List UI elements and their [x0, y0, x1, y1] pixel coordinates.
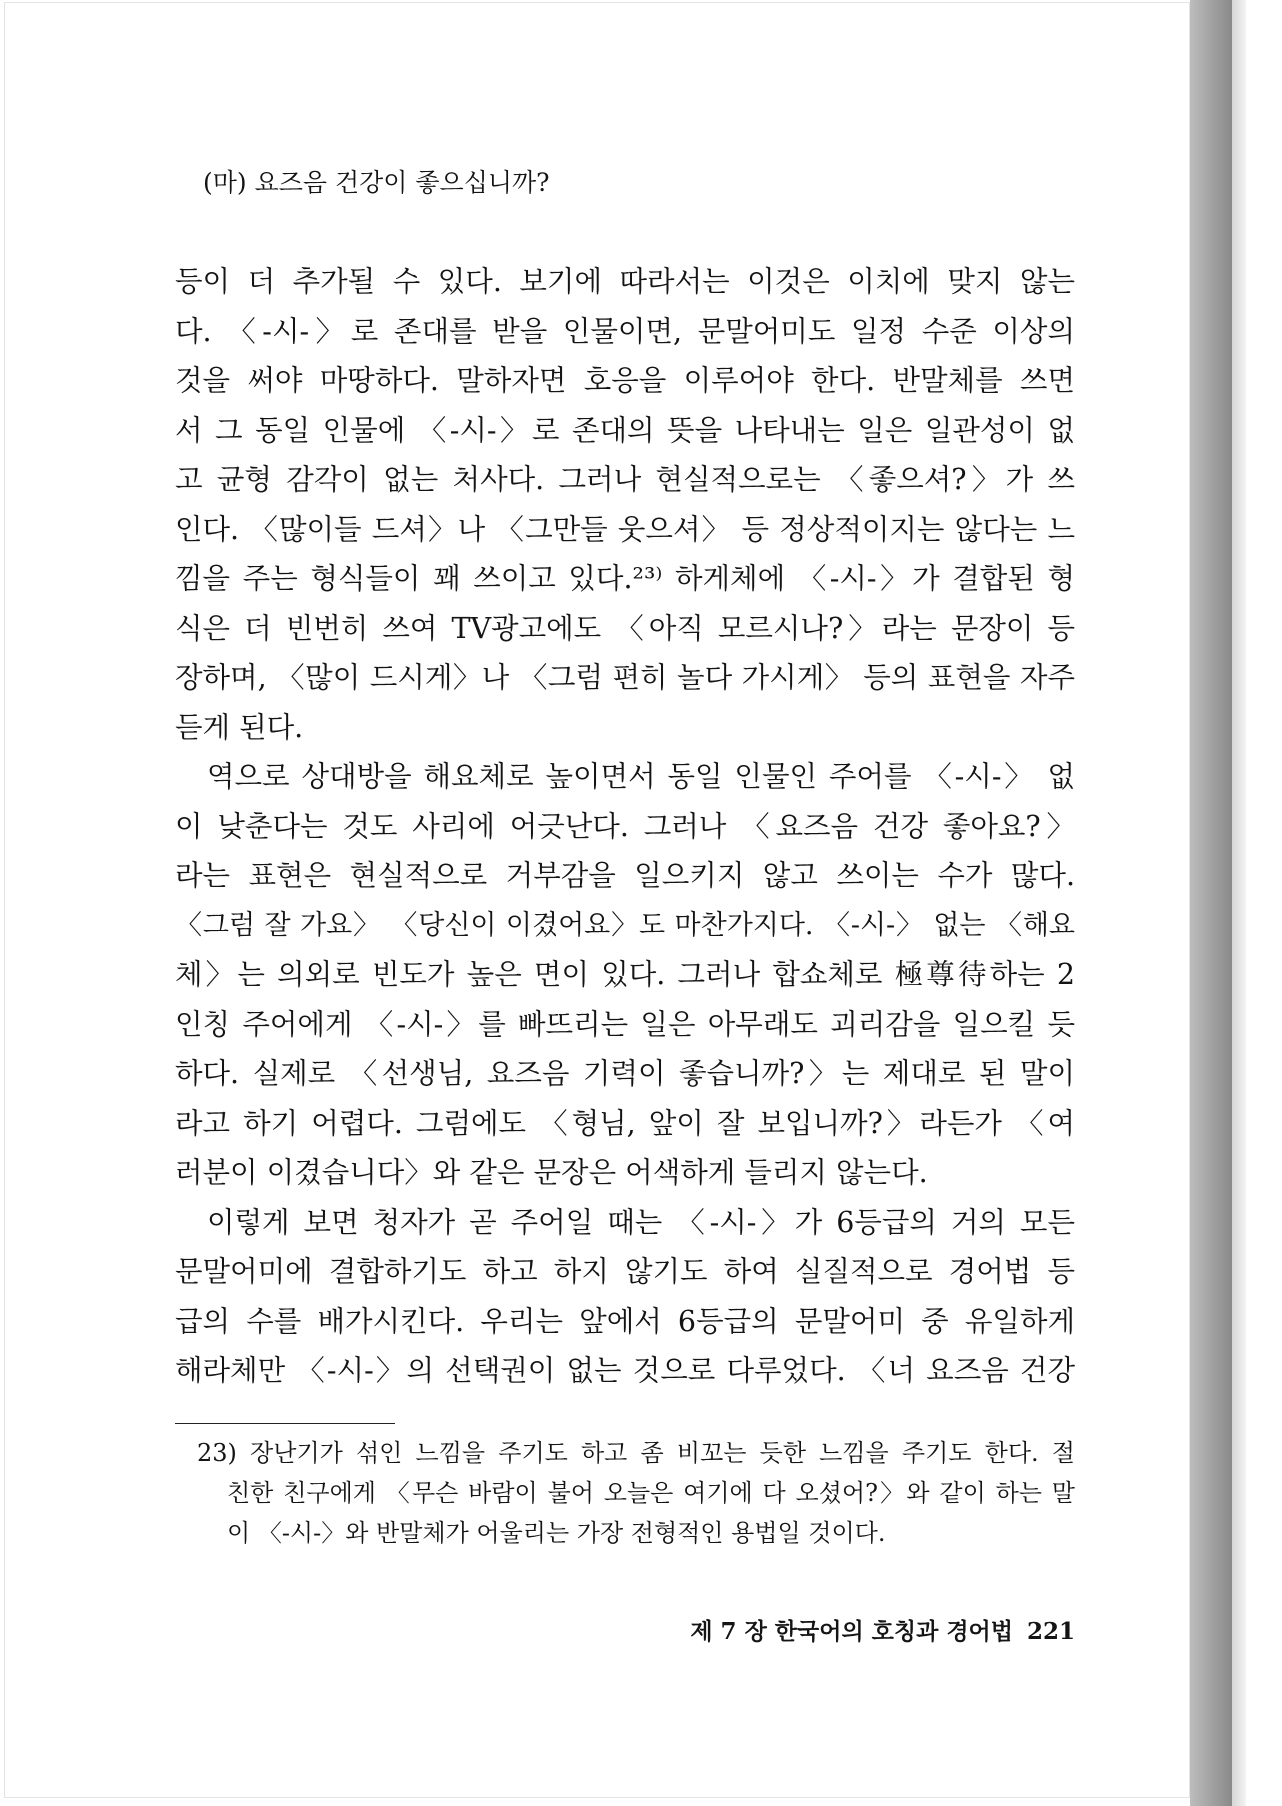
body-line: 라고 하기 어렵다. 그럼에도 〈형님, 앞이 잘 보입니까?〉라든가 〈여	[175, 1106, 1075, 1140]
body-line: 다. 〈-시-〉로 존대를 받을 인물이면, 문말어미도 일정 수준 이상의	[175, 314, 1075, 348]
body-line: 역으로 상대방을 해요체로 높이면서 동일 인물인 주어를 〈-시-〉 없	[207, 760, 1075, 793]
body-line: 이렇게 보면 청자가 곧 주어일 때는 〈-시-〉가 6등급의 거의 모든	[207, 1205, 1075, 1239]
body-text	[175, 257, 1075, 1396]
body-line: 해라체만 〈-시-〉의 선택권이 없는 것으로 다루었다. 〈너 요즈음 건강	[175, 1354, 1075, 1387]
footnote-line: 이 〈-시-〉와 반말체가 어울리는 가장 전형적인 용법일 것이다.	[227, 1519, 886, 1547]
body-line: 장하며, 〈많이 드시게〉나 〈그럼 편히 놀다 가시게〉 등의 표현을 자주	[175, 661, 1075, 694]
body-line: 문말어미에 결합하기도 하고 하지 않기도 하여 실질적으로 경어법 등	[175, 1255, 1075, 1288]
body-line: 듣게 된다.	[175, 710, 304, 744]
body-line: 인칭 주어에게 〈-시-〉를 빠뜨리는 일은 아무래도 괴리감을 일으킬 듯	[175, 1007, 1075, 1041]
chapter-title: 제 7 장 한국어의 호칭과 경어법	[690, 1618, 1013, 1645]
body-line: 등이 더 추가될 수 있다. 보기에 따라서는 이것은 이치에 맞지 않는	[175, 265, 1075, 298]
body-line: 러분이 이겼습니다〉와 같은 문장은 어색하게 들리지 않는다.	[175, 1156, 928, 1189]
footnote-line: 친한 친구에게 〈무슨 바람이 불어 오늘은 여기에 다 오셨어?〉와 같이 하는 말	[227, 1479, 1075, 1507]
body-line: 급의 수를 배가시킨다. 우리는 앞에서 6등급의 문말어미 중 유일하게	[175, 1304, 1075, 1338]
page-edge	[1190, 0, 1232, 1806]
page-number: 221	[1026, 1618, 1075, 1645]
page-edge-shadow	[1232, 0, 1246, 1806]
body-line: 라는 표현은 현실적으로 거부감을 일으키지 않고 쓰이는 수가 많다.	[175, 859, 1075, 892]
body-line: 인다. 〈많이들 드셔〉나 〈그만들 웃으셔〉 등 정상적이지는 않다는 느	[175, 512, 1075, 546]
body-line: 낌을 주는 형식들이 꽤 쓰이고 있다.²³⁾ 하게체에 〈-시-〉가 결합된 형	[175, 562, 1075, 595]
body-line: 고 균형 감각이 없는 처사다. 그러나 현실적으로는 〈좋으셔?〉가 쓰	[175, 463, 1075, 496]
body-line: 것을 써야 마땅하다. 말하자면 호응을 이루어야 한다. 반말체를 쓰면	[175, 364, 1075, 397]
body-line: 하다. 실제로 〈선생님, 요즈음 기력이 좋습니까?〉는 제대로 된 말이	[175, 1057, 1075, 1090]
footnote-line: 23) 장난기가 섞인 느낌을 주기도 하고 좀 비꼬는 듯한 느낌을 주기도 한다. 절	[197, 1439, 1075, 1467]
footnotes	[197, 1433, 1075, 1553]
body-line: 체〉는 의외로 빈도가 높은 면이 있다. 그러나 합쇼체로 極尊待하는 2	[175, 958, 1075, 991]
running-footer	[625, 1613, 1075, 1646]
example-sentence: (마) 요즈음 건강이 좋으십니까?	[203, 168, 550, 197]
body-line: 이 낮춘다는 것도 사리에 어긋난다. 그러나 〈요즈음 건강 좋아요?〉	[175, 809, 1075, 843]
body-line: 식은 더 빈번히 쓰여 TV광고에도 〈아직 모르시나?〉라는 문장이 등	[175, 611, 1075, 645]
book-page	[4, 2, 1190, 1798]
footnote-divider	[175, 1423, 395, 1424]
body-line: 〈그럼 잘 가요〉 〈당신이 이겼어요〉도 마찬가지다. 〈-시-〉 없는 〈해요	[175, 909, 1075, 941]
body-line: 서 그 동일 인물에 〈-시-〉로 존대의 뜻을 나타내는 일은 일관성이 없	[175, 413, 1075, 447]
